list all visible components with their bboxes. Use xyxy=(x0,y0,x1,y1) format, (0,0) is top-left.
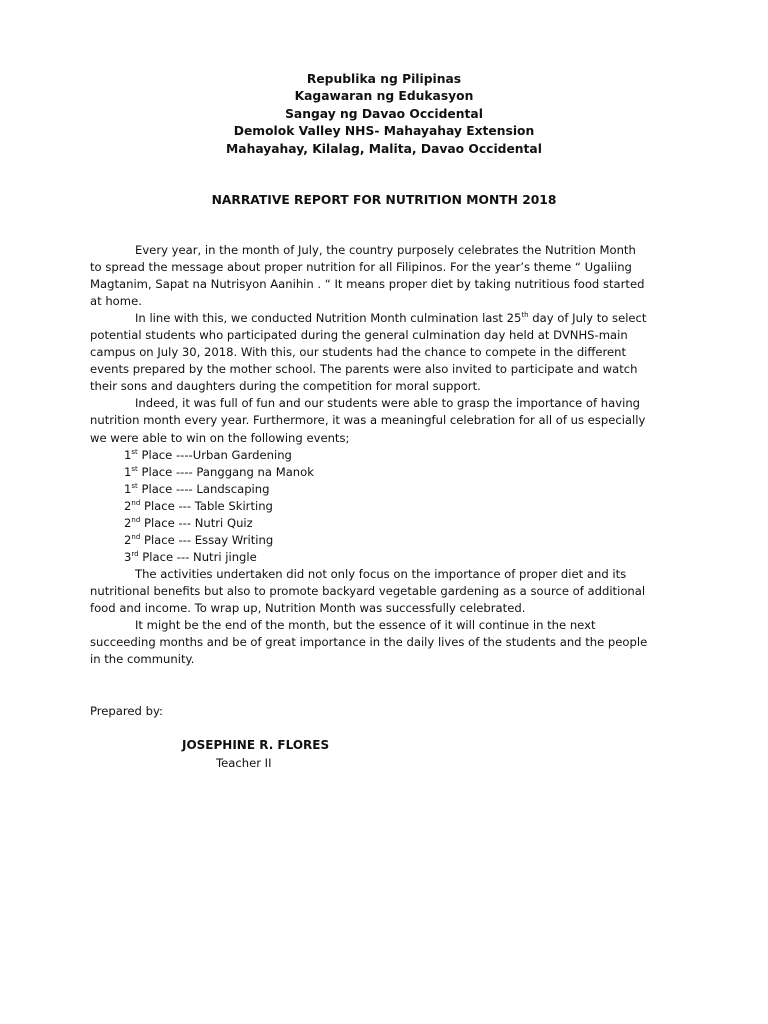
ordinal-suffix: nd xyxy=(131,515,141,524)
event-item xyxy=(90,498,690,515)
event-rank: 2 xyxy=(124,515,132,530)
ordinal-suffix: rd xyxy=(131,549,139,558)
letterhead-division: Sangay ng Davao Occidental xyxy=(285,106,483,121)
event-item xyxy=(90,447,690,464)
event-rank: 1 xyxy=(124,464,132,479)
event-text: Place ---- Panggang na Manok xyxy=(137,464,314,479)
event-item xyxy=(90,515,690,532)
event-item xyxy=(90,532,690,549)
event-item xyxy=(90,464,690,481)
event-item xyxy=(90,481,690,498)
ordinal-suffix: st xyxy=(131,481,138,490)
letterhead xyxy=(0,71,768,158)
paragraph-line xyxy=(90,310,690,327)
report-body xyxy=(90,242,690,668)
event-text: Place --- Nutri Quiz xyxy=(140,515,253,530)
ordinal-suffix: th xyxy=(521,311,529,320)
paragraph-line: potential students who participated during the general culmination day held at DVNHS-main xyxy=(90,328,628,343)
event-rank: 1 xyxy=(124,447,132,462)
paragraph-line: we were able to win on the following events; xyxy=(90,430,350,445)
paragraph-line: to spread the message about proper nutrition for all Filipinos. For the year’s theme “ Ugaliing xyxy=(90,260,632,275)
paragraph-line: in the community. xyxy=(90,652,195,667)
paragraph-line: It might be the end of the month, but the essence of it will continue in the next xyxy=(135,618,596,633)
paragraph-line: at home. xyxy=(90,294,142,309)
event-rank: 2 xyxy=(124,532,132,547)
event-text: Place ----Urban Gardening xyxy=(137,447,292,462)
letterhead-department: Kagawaran ng Edukasyon xyxy=(294,89,474,104)
paragraph-line: events prepared by the mother school. The parents were also invited to participate and watch xyxy=(90,362,638,377)
paragraph-text: In line with this, we conducted Nutrition Month culmination last 25 xyxy=(135,311,522,326)
paragraph-line: Every year, in the month of July, the country purposely celebrates the Nutrition Month xyxy=(135,243,636,257)
event-text: Place --- Essay Writing xyxy=(140,532,274,547)
event-item xyxy=(90,549,690,566)
paragraph-line: Magtanim, Sapat na Nutrisyon Aanihin . “ It means proper diet by taking nutritious food started xyxy=(90,277,645,292)
event-text: Place ---- Landscaping xyxy=(137,481,270,496)
ordinal-suffix: st xyxy=(131,447,138,456)
report-title: NARRATIVE REPORT FOR NUTRITION MONTH 2018 xyxy=(211,193,557,207)
paragraph-line: campus on July 30, 2018. With this, our students had the chance to compete in the different xyxy=(90,345,627,360)
letterhead-republic: Republika ng Pilipinas xyxy=(306,72,462,86)
event-text: Place --- Table Skirting xyxy=(140,498,273,513)
letterhead-school: Demolok Valley NHS- Mahayahay Extension xyxy=(233,124,535,139)
paragraph-line: nutritional benefits but also to promote backyard vegetable gardening as a source of additional xyxy=(90,583,646,598)
event-rank: 3 xyxy=(124,549,132,564)
paragraph-text: day of July to select xyxy=(528,311,647,326)
letterhead-address: Mahayahay, Kilalag, Malita, Davao Occidental xyxy=(226,141,542,156)
signatory-name: JOSEPHINE R. FLORES xyxy=(182,738,330,752)
event-rank: 1 xyxy=(124,481,132,496)
prepared-by-label: Prepared by: xyxy=(90,704,163,718)
paragraph-line: nutrition month every year. Furthermore, it was a meaningful celebration for all of us especially xyxy=(90,413,646,428)
ordinal-suffix: st xyxy=(131,464,138,473)
paragraph-line: their sons and daughters during the competition for moral support. xyxy=(90,379,481,394)
paragraph-line: The activities undertaken did not only focus on the importance of proper diet and its xyxy=(135,566,627,581)
signatory-position: Teacher II xyxy=(216,756,272,770)
ordinal-suffix: nd xyxy=(131,498,141,507)
paragraph-line: Indeed, it was full of fun and our students were able to grasp the importance of having xyxy=(135,396,641,411)
event-text: Place --- Nutri jingle xyxy=(138,549,257,564)
paragraph-line: succeeding months and be of great importance in the daily lives of the students and the people xyxy=(90,635,648,650)
ordinal-suffix: nd xyxy=(131,532,141,541)
paragraph-line: food and income. To wrap up, Nutrition Month was successfully celebrated. xyxy=(90,600,526,615)
event-rank: 2 xyxy=(124,498,132,513)
